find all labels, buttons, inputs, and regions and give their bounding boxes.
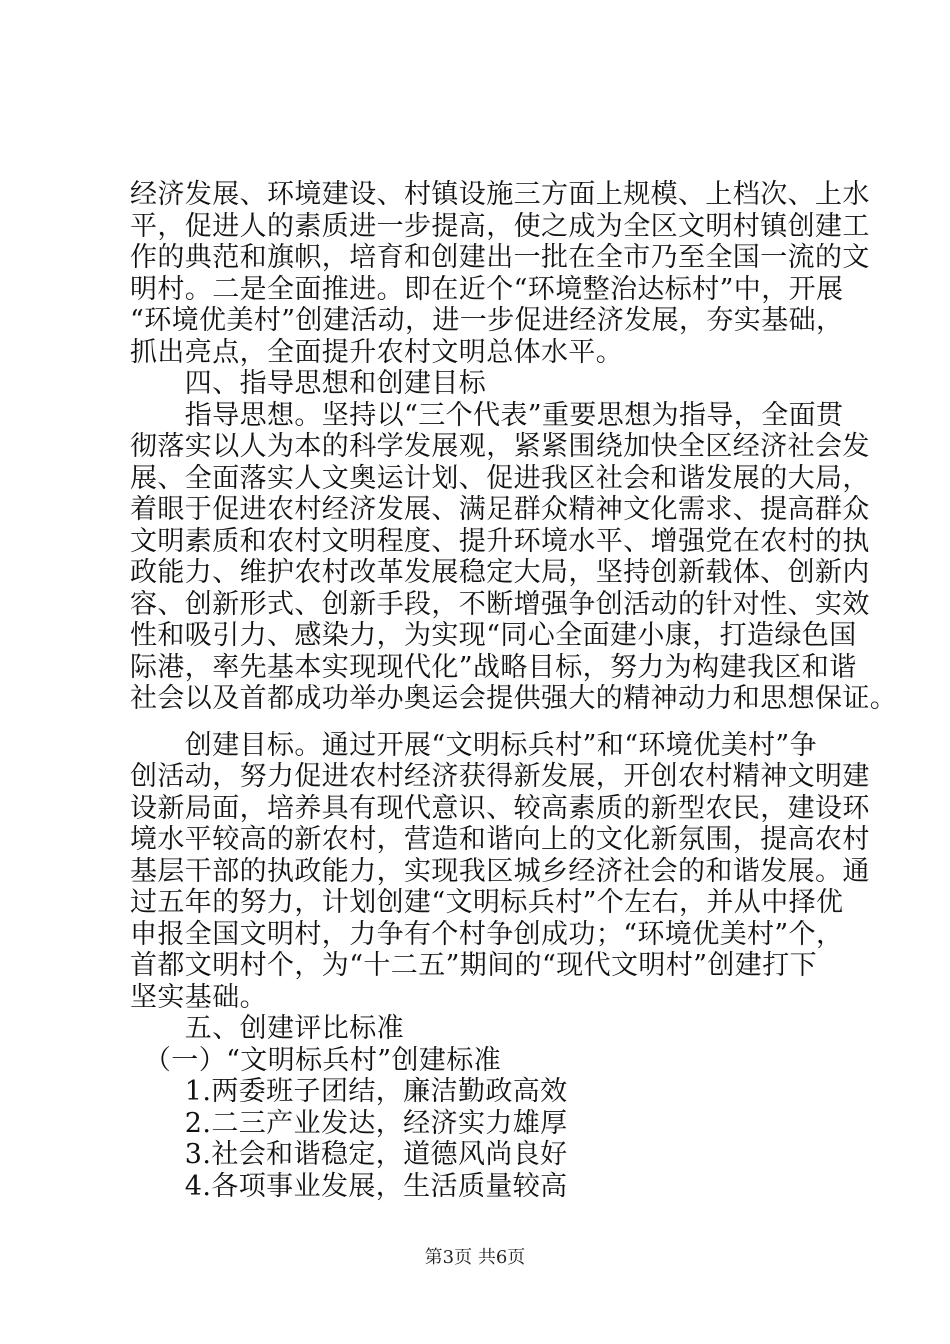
list-item: 4.各项事业发展，生活质量较高 <box>130 1171 568 1202</box>
text-line: 创建目标。通过开展“文明标兵村”和“环境优美村”争 <box>130 730 818 761</box>
text-line: 展、全面落实人文奥运计划、促进我区社会和谐发展的大局， <box>130 463 870 494</box>
text-line: 彻落实以人为本的科学发展观，紧紧围绕加快全区经济社会发 <box>130 431 870 462</box>
text-line: 明村。二是全面推进。即在近个“环境整治达标村”中，开展 <box>130 274 844 305</box>
text-line: 经济发展、环境建设、村镇设施三方面上规模、上档次、上水 <box>130 179 870 210</box>
text-line: 坚实基础。 <box>130 982 267 1013</box>
subsection-heading: （一）“文明标兵村”创建标准 <box>130 1045 502 1076</box>
text-line: 首都文明村个，为“十二五”期间的“现代文明村”创建打下 <box>130 950 818 981</box>
text-line: 过五年的努力，计划创建“文明标兵村”个左右，并从中择优 <box>130 887 844 918</box>
text-line: 社会以及首都成功举办奥运会提供强大的精神动力和思想保证。 <box>130 683 898 714</box>
text-line: 着眼于促进农村经济发展、满足群众精神文化需求、提高群众 <box>130 494 870 525</box>
text-line: “环境优美村”创建活动，进一步促进经济发展，夯实基础， <box>130 305 844 336</box>
text-line: 申报全国文明村，力争有个村争创成功；“环境优美村”个， <box>130 919 844 950</box>
text-line: 基层干部的执政能力，实现我区城乡经济社会的和谐发展。通 <box>130 856 870 887</box>
list-item: 2.二三产业发达，经济实力雄厚 <box>130 1108 568 1139</box>
text-line: 性和吸引力、感染力，为实现“同心全面建小康，打造绿色国 <box>130 620 857 651</box>
text-line: 文明素质和农村文明程度、提升环境水平、增强党在农村的执 <box>130 526 870 557</box>
list-item: 1.两委班子团结，廉洁勤政高效 <box>130 1076 568 1107</box>
text-line: 设新局面，培养具有现代意识、较高素质的新型农民，建设环 <box>130 793 870 824</box>
page-number-footer: 第3页 共6页 <box>424 1247 526 1268</box>
text-line: 指导思想。坚持以“三个代表”重要思想为指导，全面贯 <box>130 400 844 431</box>
text-line: 容、创新形式、创新手段，不断增强争创活动的针对性、实效 <box>130 589 870 620</box>
text-line: 抓出亮点，全面提升农村文明总体水平。 <box>130 337 624 368</box>
text-line: 平，促进人的素质进一步提高，使之成为全区文明村镇创建工 <box>130 211 870 242</box>
text-line: 际港，率先基本实现现代化”战略目标，努力为构建我区和谐 <box>130 652 857 683</box>
text-line: 政能力、维护农村改革发展稳定大局，坚持创新载体、创新内 <box>130 557 870 588</box>
text-line: 作的典范和旗帜，培育和创建出一批在全市乃至全国一流的文 <box>130 242 870 273</box>
text-line: 创活动，努力促进农村经济获得新发展，开创农村精神文明建 <box>130 761 870 792</box>
section-heading: 四、指导思想和创建目标 <box>130 368 487 399</box>
list-item: 3.社会和谐稳定，道德风尚良好 <box>130 1139 568 1170</box>
section-heading: 五、创建评比标准 <box>130 1013 404 1044</box>
text-line: 境水平较高的新农村，营造和谐向上的文化新氛围，提高农村 <box>130 824 870 855</box>
